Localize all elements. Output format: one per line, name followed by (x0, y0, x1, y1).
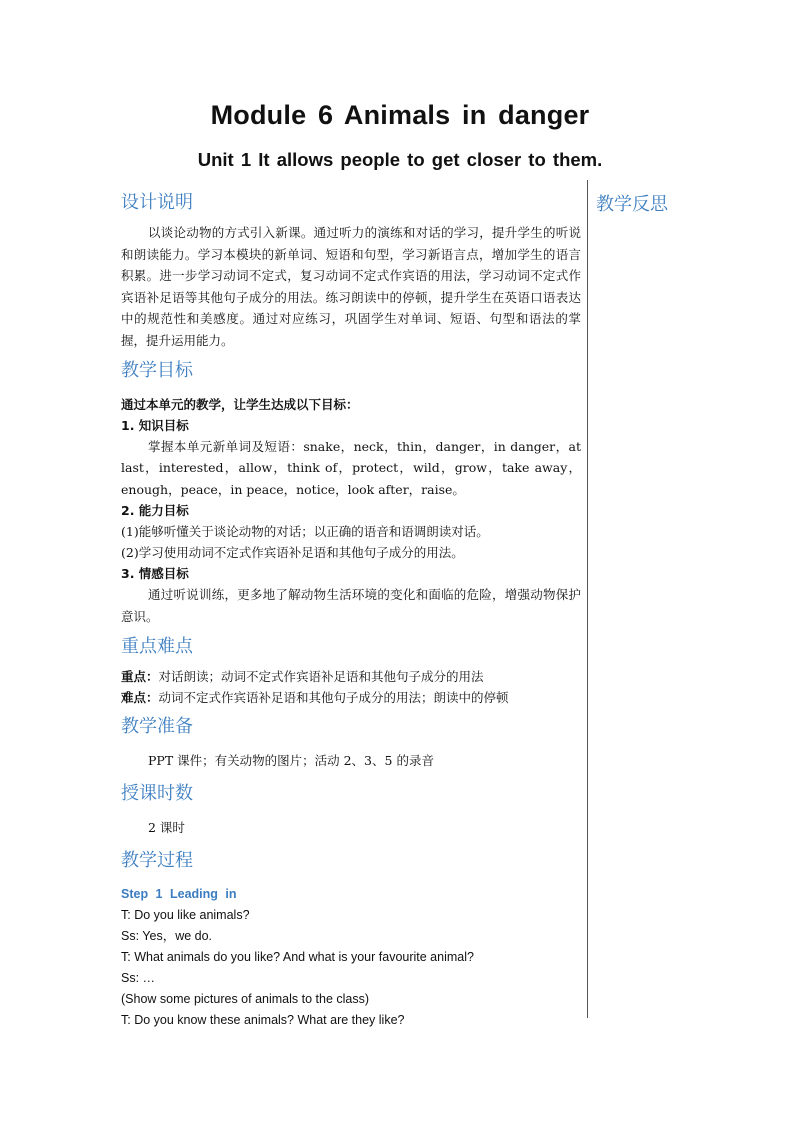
main-column (121, 190, 581, 1031)
preparation-heading: 教学准备 (121, 715, 193, 737)
emotion-title: 3. 情感目标 (121, 566, 189, 582)
design-text: 以谈论动物的方式引入新课。通过听力的演练和对话的学习，提升学生的听说和朗读能力。学习本模块的新单词、短语和句型，学习新语言点，增加学生的语言积累。进一步学习动词不定式，复习动词不定式作宾语的用法，学习动词不定式作宾语补足语等其他句子成分的用法。练习朗读中的停顿，提升学生在英语口语表达中的规范性和美感度。通过对应练习，巩固学生对单词、短语、句型和语法的掌握，提升运用能力。 (121, 225, 581, 348)
keypoints-heading: 重点难点 (121, 635, 193, 657)
dialogue-line: T: What animals do you like? And what is your favourite animal? (121, 949, 474, 964)
dialogue-line: Ss: … (121, 970, 156, 985)
dialogue-line: T: Do you know these animals? What are they like? (121, 1012, 405, 1027)
preparation-text: PPT 课件；有关动物的图片；活动 2、3、5 的录音 (148, 752, 434, 768)
ability-item-1: (1)能够听懂关于谈论动物的对话；以正确的语音和语调朗读对话。 (121, 524, 489, 540)
ability-title: 2. 能力目标 (121, 503, 189, 519)
dialogue-line: Ss: Yes，we do. (121, 928, 213, 943)
key-text: 对话朗读；动词不定式作宾语补足语和其他句子成分的用法 (158, 668, 484, 684)
knowledge-title: 1. 知识目标 (121, 417, 189, 433)
difficult-label: 难点： (121, 689, 159, 705)
goals-heading: 教学目标 (121, 359, 193, 381)
key-label: 重点： (121, 668, 159, 684)
hours-text: 2 课时 (148, 819, 185, 835)
emotion-text: 通过听说训练，更多地了解动物生活环境的变化和面临的危险，增强动物保护意识。 (121, 587, 581, 624)
ability-item-2: (2)学习使用动词不定式作宾语补足语和其他句子成分的用法。 (121, 545, 464, 561)
knowledge-text: 掌握本单元新单词及短语：snake，neck，thin，danger，in danger，at last，interested，allow，think of，protect，wild，grow，take away，enough，peace，in peace，notice，look after，raise。 (121, 438, 581, 497)
page-subtitle: Unit 1 It allows people to get closer to them. (197, 149, 603, 170)
key-point (121, 666, 581, 687)
dialogue-line: T: Do you like animals? (121, 907, 250, 922)
design-heading: 设计说明 (121, 192, 193, 213)
reflection-heading: 教学反思 (596, 194, 668, 215)
step-title: Step 1 Leading in (121, 886, 237, 901)
hours-heading: 授课时数 (121, 782, 193, 804)
page-title: Module 6 Animals in danger (210, 100, 590, 130)
dialogue-line: (Show some pictures of animals to the class) (121, 991, 370, 1006)
column-divider (587, 180, 588, 1018)
process-heading: 教学过程 (121, 849, 193, 871)
goals-intro: 通过本单元的教学，让学生达成以下目标： (121, 396, 359, 412)
difficult-point (121, 687, 581, 708)
difficult-text: 动词不定式作宾语补足语和其他句子成分的用法；朗读中的停顿 (158, 689, 509, 705)
